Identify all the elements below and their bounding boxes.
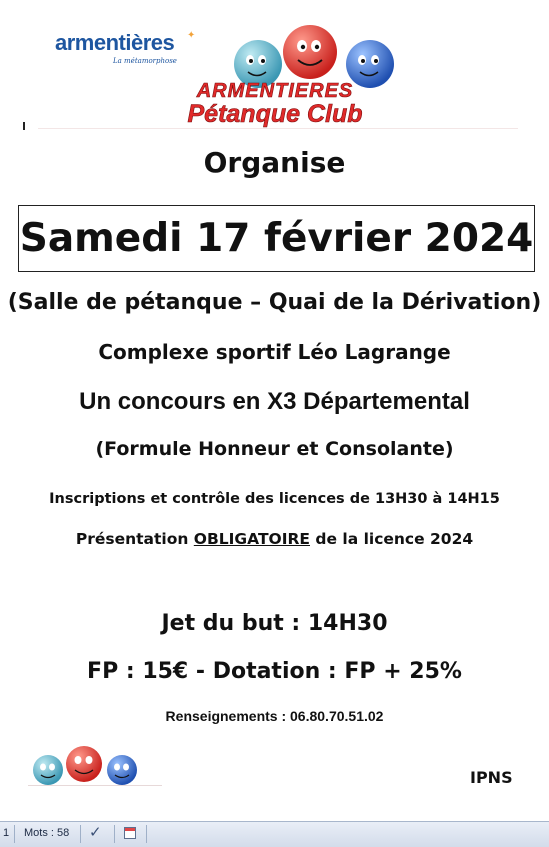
club-logo <box>110 24 440 130</box>
organise-heading: Organise <box>203 146 346 179</box>
inscriptions-text: Inscriptions et contrôle des licences de 13H30 à 14H15 <box>49 491 500 507</box>
logo-star-icon: ✦ <box>187 30 196 41</box>
venue-text: (Salle de pétanque – Quai de la Dérivation) <box>7 290 542 315</box>
presentation-text <box>0 530 549 548</box>
status-separator <box>14 825 15 843</box>
spellcheck-icon[interactable]: ✓ <box>89 824 102 841</box>
status-separator <box>146 825 147 843</box>
header-divider <box>38 128 518 129</box>
presentation-after: de la licence 2024 <box>310 530 474 548</box>
status-separator <box>114 825 115 843</box>
event-date-box <box>18 205 535 272</box>
fp-dotation-text: FP : 15€ - Dotation : FP + 25% <box>87 659 462 684</box>
presentation-before: Présentation <box>75 530 194 548</box>
status-page-number[interactable]: 1 <box>3 827 10 839</box>
city-name: armentières <box>55 30 175 55</box>
presentation-mandatory: OBLIGATOIRE <box>193 530 310 548</box>
layout-icon[interactable] <box>124 827 136 839</box>
club-name-line1: ARMENTIERES <box>196 80 354 102</box>
club-name-line2: Pétanque Club <box>187 100 363 128</box>
status-bar <box>0 821 549 847</box>
jet-du-but-text: Jet du but : 14H30 <box>161 611 388 636</box>
formule-text: (Formule Honneur et Consolante) <box>95 438 454 460</box>
status-word-count[interactable]: Mots : 58 <box>24 827 70 839</box>
footer-balls-icon <box>26 740 166 788</box>
complex-text: Complexe sportif Léo Lagrange <box>98 340 451 364</box>
footer-divider <box>28 785 162 786</box>
city-tagline: La métamorphose <box>113 57 177 65</box>
renseignements-text: Renseignements : 06.80.70.51.02 <box>165 708 384 724</box>
text-cursor <box>23 122 25 130</box>
event-date: Samedi 17 février 2024 <box>19 216 534 261</box>
concours-text: Un concours en X3 Départemental <box>79 388 470 415</box>
status-separator <box>80 825 81 843</box>
ipns-label: IPNS <box>470 768 513 787</box>
